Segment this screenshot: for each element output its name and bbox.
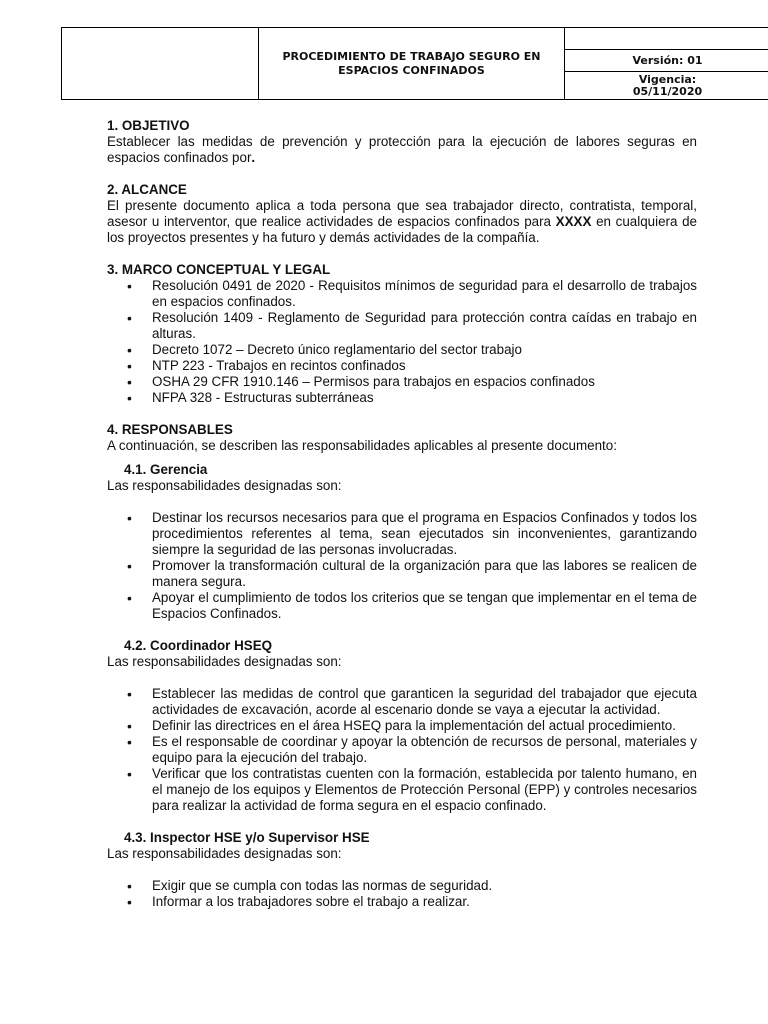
- section-text: Establecer las medidas de prevención y protección para la ejecución de labores seguras en espacios confinados por.: [107, 134, 697, 165]
- list-item: • Promover la transformación cultural de la organización para que las labores se realicen de manera segura.: [107, 558, 697, 590]
- section-text: A continuación, se describen las responsabilidades aplicables al presente documento:: [107, 438, 617, 453]
- section-objetivo: [107, 118, 697, 166]
- section-responsables: [107, 422, 697, 910]
- legal-list: [107, 278, 697, 406]
- company-placeholder: XXXX: [555, 214, 592, 229]
- document-title: [259, 28, 565, 99]
- list-item: • Apoyar el cumplimiento de todos los criterios que se tengan que implementar en el tema de Espacios Confinados.: [107, 590, 697, 622]
- section-heading: 4. RESPONSABLES: [107, 422, 233, 437]
- list-item: • Decreto 1072 – Decreto único reglamentario del sector trabajo: [107, 342, 697, 358]
- list-item: • Exigir que se cumpla con todas las normas de seguridad.: [107, 878, 697, 894]
- subsection-intro: Las responsabilidades designadas son:: [107, 478, 342, 493]
- section-heading: 1. OBJETIVO: [107, 118, 190, 133]
- list-item: • Resolución 1409 - Reglamento de Seguridad para protección contra caídas en trabajo en alturas.: [107, 310, 697, 342]
- list-item: • Verificar que los contratistas cuenten con la formación, establecida por talento humano, en el manejo de los equipos y Elementos de Protección Personal (EPP) y controles necesarios para realizar la actividad de forma segura en el espacio confinado.: [107, 766, 697, 814]
- inspector-list: [107, 878, 697, 910]
- list-item: • Resolución 0491 de 2020 - Requisitos mínimos de seguridad para el desarrollo de trabajos en espacios confinados.: [107, 278, 697, 310]
- vigencia-label: Vigencia:: [638, 72, 697, 86]
- list-item: • Establecer las medidas de control que garanticen la seguridad del trabajador que ejecuta actividades de excavación, acorde al escenario donde se vaya a ejecutar la actividad.: [107, 686, 697, 718]
- section-text: El presente documento aplica a toda persona que sea trabajador directo, contratista, temporal, asesor u interventor, que realice actividades de espacios confinados para XXXX en cualquiera de los proyectos presentes y ha futuro y demás actividades de la compañía.: [107, 198, 697, 245]
- document-meta: [565, 28, 768, 99]
- list-item: • Informar a los trabajadores sobre el trabajo a realizar.: [107, 894, 697, 910]
- gerencia-list: [107, 510, 697, 622]
- version-cell: Versión: 01: [565, 50, 768, 72]
- list-item: • OSHA 29 CFR 1910.146 – Permisos para trabajos en espacios confinados: [107, 374, 697, 390]
- section-heading: 2. ALCANCE: [107, 182, 187, 197]
- list-item: • NFPA 328 - Estructuras subterráneas: [107, 390, 697, 406]
- section-marco-legal: [107, 262, 697, 406]
- list-item: • Destinar los recursos necesarios para que el programa en Espacios Confinados y todos los procedimientos referentes al tema, sean ejecutados sin inconvenientes, garantizando siempre la seguridad de las personas involucradas.: [107, 510, 697, 558]
- subsection-heading: 4.1. Gerencia: [124, 462, 208, 477]
- list-item: • Es el responsable de coordinar y apoyar la obtención de recursos de personal, materiales y equipo para la ejecución del trabajo.: [107, 734, 697, 766]
- subsection-intro: Las responsabilidades designadas son:: [107, 846, 342, 861]
- title-line-1: PROCEDIMIENTO DE TRABAJO SEGURO EN: [282, 49, 541, 63]
- title-line-2: ESPACIOS CONFINADOS: [338, 63, 485, 77]
- subsection-heading: 4.2. Coordinador HSEQ: [124, 638, 273, 653]
- subsection-intro: Las responsabilidades designadas son:: [107, 654, 342, 669]
- vigencia-date: 05/11/2020: [632, 84, 703, 98]
- list-item: • Definir las directrices en el área HSEQ para la implementación del actual procedimiento.: [107, 718, 697, 734]
- blank-meta-cell: [565, 28, 768, 50]
- subsection-heading: 4.3. Inspector HSE y/o Supervisor HSE: [124, 830, 370, 845]
- list-item: • NTP 223 - Trabajos en recintos confinados: [107, 358, 697, 374]
- document-body: [107, 118, 697, 910]
- section-alcance: [107, 182, 697, 246]
- vigencia-cell: [565, 72, 768, 99]
- section-heading: 3. MARCO CONCEPTUAL Y LEGAL: [107, 262, 331, 277]
- hseq-list: [107, 686, 697, 814]
- logo-cell: [62, 28, 259, 99]
- document-header: [61, 27, 768, 100]
